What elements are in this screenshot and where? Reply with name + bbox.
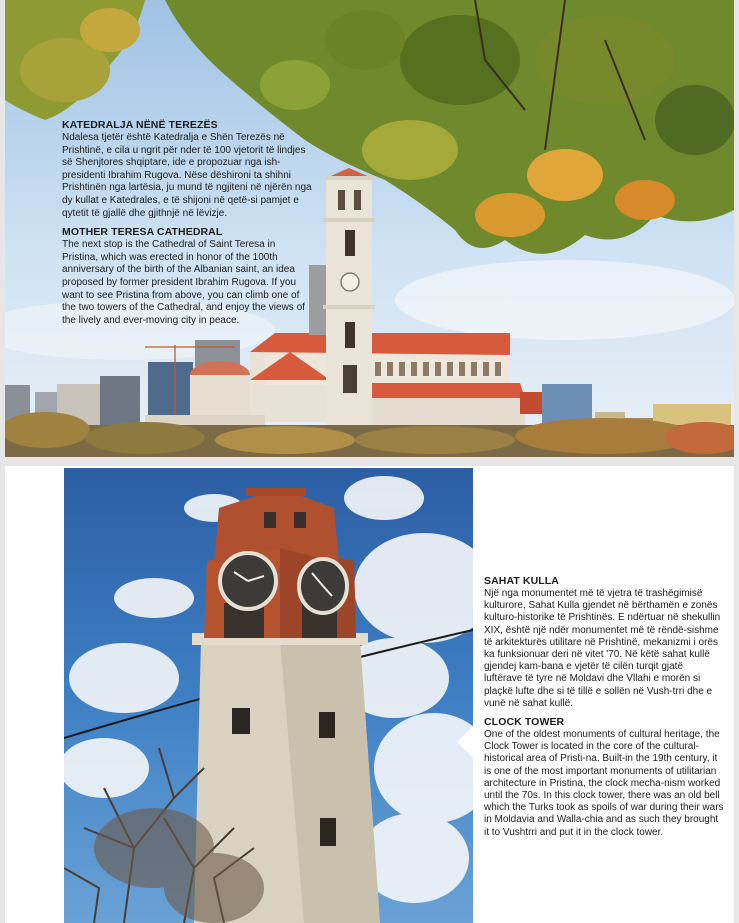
pointer-notch — [457, 726, 473, 758]
clock-tower-body-english: One of the oldest monuments of cultural heritage, the Clock Tower is located in the core of the cultural-historical area of Pristi-na. Built-in the 19th century, it is one of the most important monuments of utilitarian architecture in Pristina, the clock mecha-nism worked until the 70s. In this clock tower, there was an old bell which the Turks took as spoils of war during their wars in Moldavia and Walla-chia and as such they brought it to Vushtrri and put it in the clock tower. — [484, 729, 724, 838]
cathedral-text — [62, 119, 314, 333]
clock-tower-photo — [64, 468, 473, 923]
clock-tower-section — [5, 466, 734, 923]
cathedral-section — [5, 0, 734, 457]
cathedral-body-albanian: Ndalesa tjetër është Katedralja e Shën Terezës në Prishtinë, e cila u ngrit për nder të 100 vjetorit të lindjes së Shenjtores shqiptare, ide e propozuar nga ish-presidenti Ibrahim Rugova. Nëse dëshironi ta shihni Prishtinën nga lartësia, ju mund të ngjiteni në njërën nga dy kullat e Katedrales, e të shijoni në qetë-si pamjet e qytetit të gjallë dhe gjithnjë në lëvizje. — [62, 132, 312, 219]
cathedral-heading-english: MOTHER TERESA CATHEDRAL — [62, 226, 223, 239]
clock-tower-text — [484, 575, 724, 845]
cathedral-heading-albanian: KATEDRALJA NËNË TEREZËS — [62, 119, 218, 131]
cathedral-body-english: The next stop is the Cathedral of Saint Teresa in Pristina, which was erected in honor of the 100th anniversary of the birth of the Albanian saint, an idea proposed by former president Ibrahim Rugova. If you want to see Pristina from above, you can climb one of the two towers of the Cathedral, and enjoy the views of the lively and ever-moving city in peace. — [62, 239, 305, 326]
clock-tower-heading-albanian: SAHAT KULLA — [484, 575, 559, 587]
clock-tower-body-albanian: Një nga monumentet më të vjetra të trashëgimisë kulturore, Sahat Kulla gjendet në bërthamën e zonës kulturo-historike të Prishtinës. E ndërtuar në shekullin XIX, është një ndër monumentet më të rëndë-sishme të arkitekturës utilitare në Prishtinë, mekanizmi i orës ka funksionuar deri në vitet '70. Në këtë sahat kullë gjendej kam-bana e vjetër të cilën turqit gjatë luftërave të tyre në Moldavi dhe Vllahi e morën si plaçkë lufte dhe si të tillë e sollën në Vush-trri dhe e vunë në sahat kullë. — [484, 588, 721, 709]
clock-tower-heading-english: CLOCK TOWER — [484, 716, 565, 729]
